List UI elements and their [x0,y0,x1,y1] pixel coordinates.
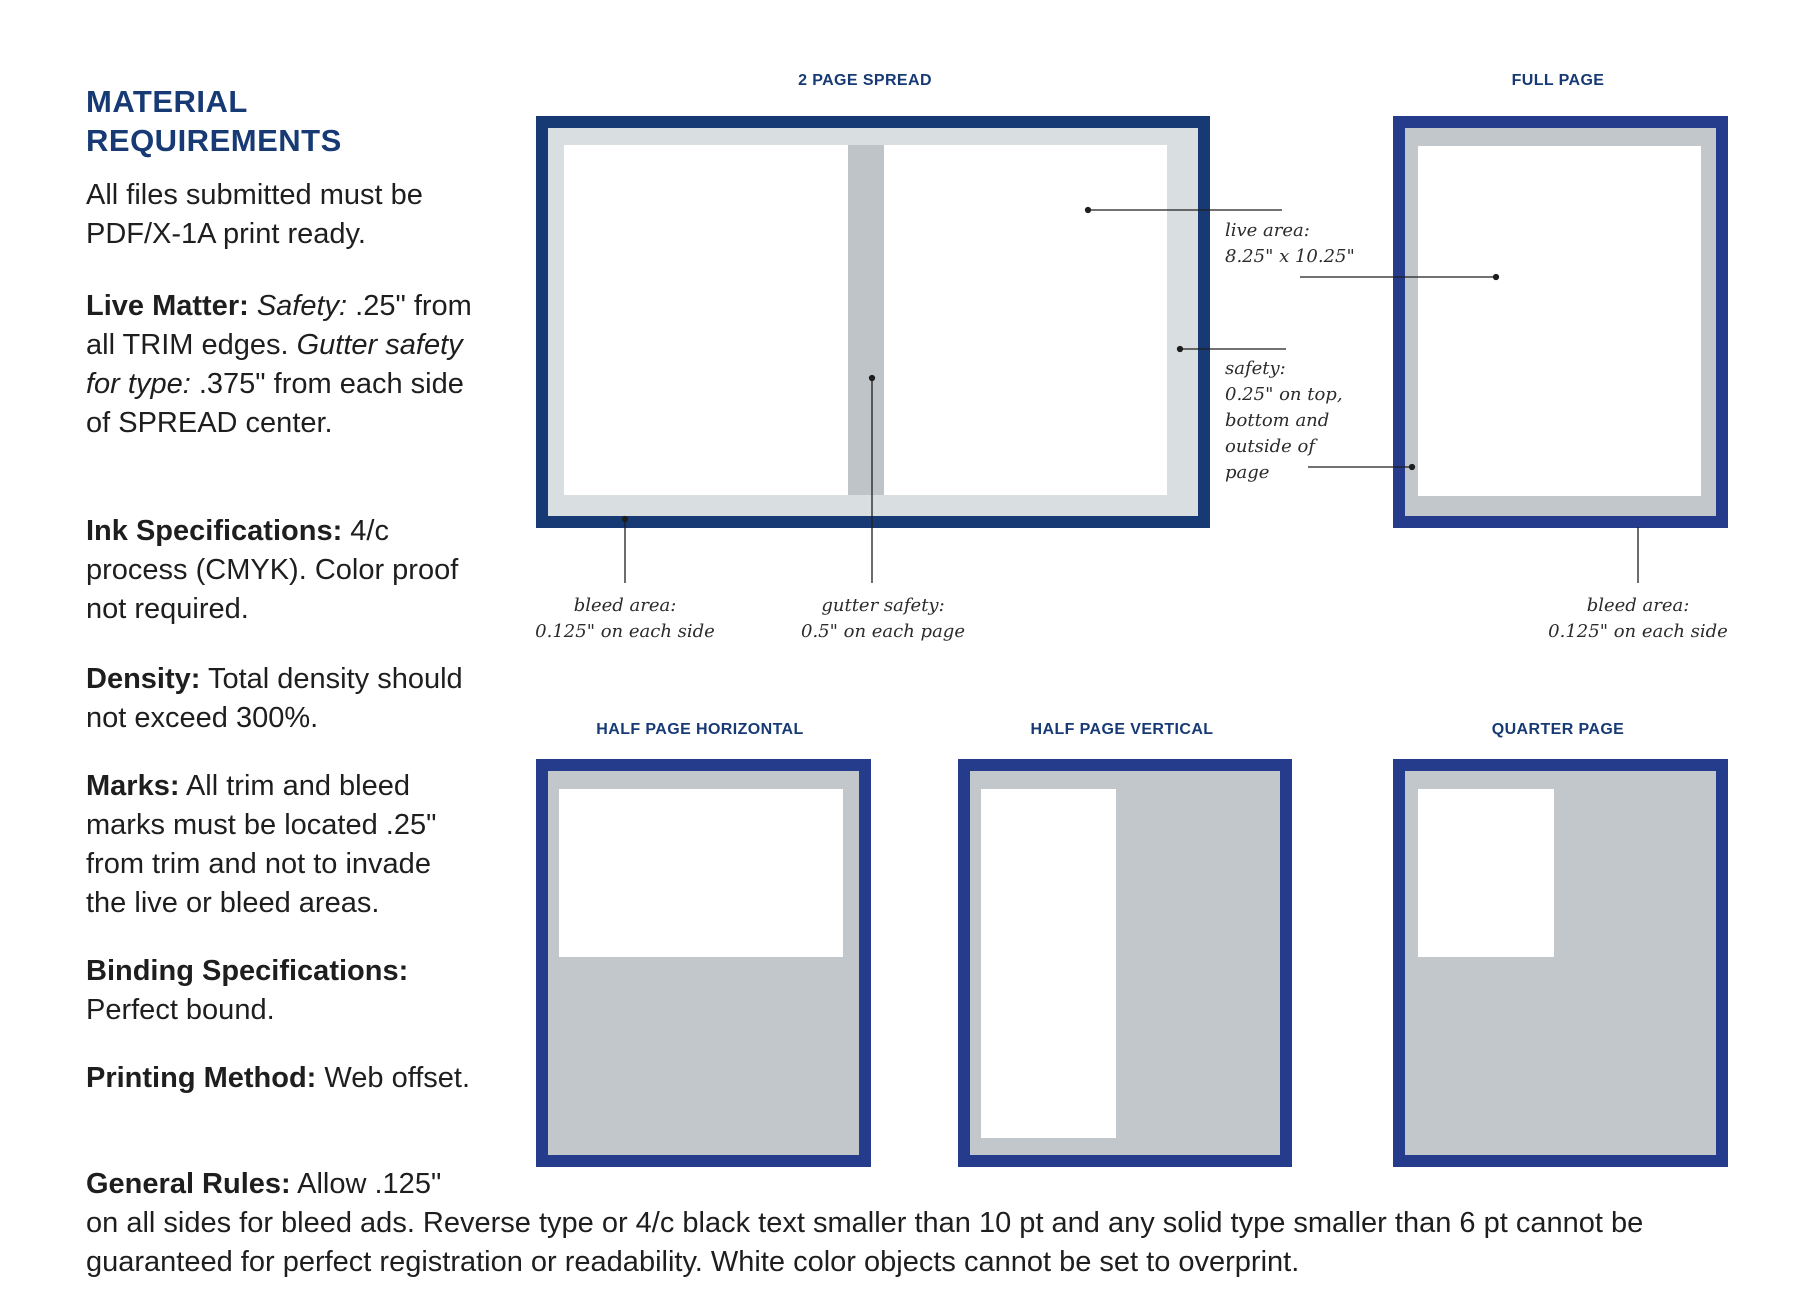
live-area-size: 8.25" x 10.25" [1225,246,1355,267]
half-vertical-diagram [964,765,1286,1161]
live-area-annotation [1225,218,1405,270]
ink-label: Ink Specifications: [86,515,343,547]
binding-text: Perfect bound. [86,994,275,1026]
live-matter-label: Live Matter: [86,290,249,322]
safety-annotation [1225,356,1385,486]
bleed-full-label: bleed area: [1586,595,1690,616]
intro-paragraph: All files submitted must be PDF/X-1A print ready. [86,179,423,250]
bleed-full-annotation [1538,593,1738,645]
leader-dot [623,517,628,522]
safety-line-4: outside of [1225,436,1316,457]
full-page-live-area [1418,146,1701,496]
gutter-size: 0.5" on each page [801,621,965,642]
safety-line-1: safety: [1225,358,1286,379]
spread-title: 2 PAGE SPREAD [798,72,932,89]
heading-line-1: MATERIAL [86,84,248,119]
leader-dot [1494,275,1499,280]
printing-text: Web offset. [316,1062,471,1094]
general-rules-text-2: on all sides for bleed ads. Reverse type or 4/c black text smaller than 10 pt and any solid type smaller than 6 pt cannot be guaranteed for perfect registration or readability. White color objects cannot be set to overprint. [86,1207,1644,1278]
safety-line-3: bottom and [1225,410,1330,431]
marks-label: Marks: [86,770,180,802]
printing-label: Printing Method: [86,1062,317,1094]
ink-text: 4/c process (CMYK). Color proof not required. [86,515,459,625]
quarter-diagram [1399,765,1722,1161]
leader-dot [870,376,875,381]
bleed-spread-annotation [525,593,725,645]
gutter-text: .375" from each side of SPREAD center. [86,368,464,439]
quarter-live-area [1418,789,1554,957]
leader-dot [1086,208,1091,213]
spread-left-live-area [564,145,848,495]
gutter-label: Gutter safety for type: [86,329,463,400]
density-text: Total density should not exceed 300%. [86,663,463,734]
spread-right-live-area [884,145,1167,495]
safety-label: Safety: [256,290,348,322]
quarter-title: QUARTER PAGE [1491,721,1625,738]
half-vertical-title: HALF PAGE VERTICAL [1030,721,1214,738]
marks-text: All trim and bleed marks must be located .25" from trim and not to invade the live or bleed areas. [86,770,437,919]
gutter-annotation [783,593,983,645]
safety-line-5: page [1225,462,1270,483]
live-area-label: live area: [1225,220,1310,241]
leader-dot [1178,347,1183,352]
safety-line-2: 0.25" on top, [1225,384,1343,405]
bleed-spread-label: bleed area: [573,595,677,616]
spread-diagram [542,122,1204,522]
general-rules-label: General Rules: [86,1168,291,1200]
bleed-full-size: 0.125" on each side [1548,621,1728,642]
half-horizontal-live-area [559,789,843,957]
half-horizontal-title: HALF PAGE HORIZONTAL [596,721,804,738]
leader-dot [1410,465,1415,470]
gutter-label: gutter safety: [821,595,945,616]
spread-gutter [848,145,884,495]
safety-text: .25" from all TRIM edges. [86,290,472,361]
half-vertical-live-area [981,789,1116,1138]
general-rules-text-1: Allow .125" [290,1168,442,1200]
half-horizontal-diagram [542,765,865,1161]
full-page-diagram [1399,122,1722,522]
full-page-title: FULL PAGE [1511,72,1605,89]
density-label: Density: [86,663,201,695]
heading-line-2: REQUIREMENTS [86,123,342,158]
binding-label: Binding Specifications: [86,955,409,987]
bleed-spread-size: 0.125" on each side [535,621,715,642]
